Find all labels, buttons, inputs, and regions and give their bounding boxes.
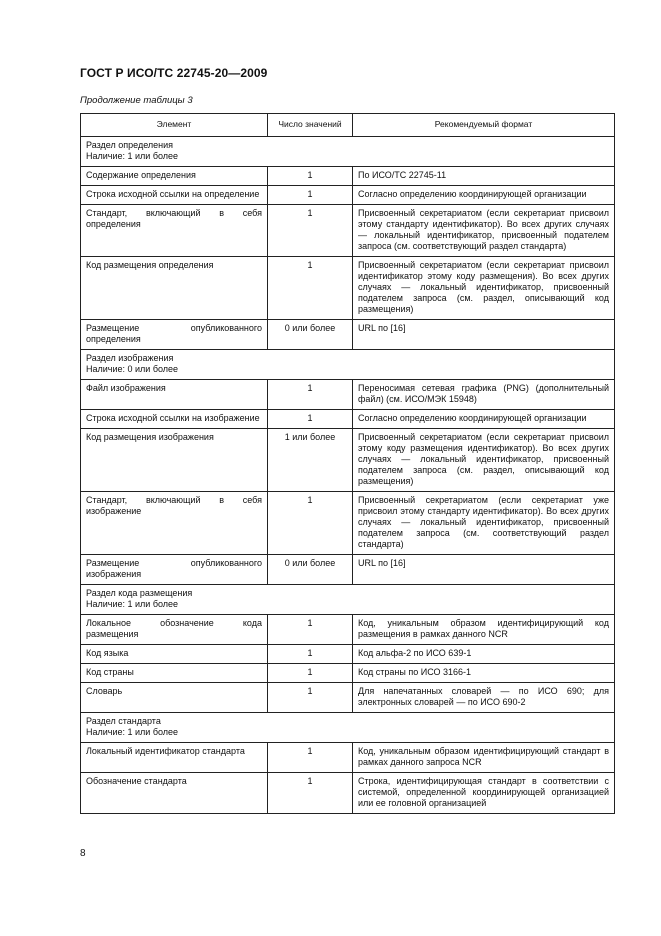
element-cell: Код размещения определения <box>81 257 268 320</box>
section-row <box>81 137 615 167</box>
count-cell: 1 <box>268 186 353 205</box>
table-header-row <box>81 114 615 137</box>
element-cell: Словарь <box>81 683 268 713</box>
table-row <box>81 645 615 664</box>
table-caption: Продолжение таблицы 3 <box>80 95 193 106</box>
section-row <box>81 350 615 380</box>
column-header-element: Элемент <box>81 114 268 137</box>
table-row <box>81 429 615 492</box>
element-cell: Код языка <box>81 645 268 664</box>
count-cell: 1 <box>268 645 353 664</box>
table-row <box>81 743 615 773</box>
count-cell: 1 <box>268 167 353 186</box>
table-row <box>81 683 615 713</box>
count-cell: 1 <box>268 380 353 410</box>
section-header <box>81 585 615 615</box>
element-cell: Размещение опубликованного определения <box>81 320 268 350</box>
format-cell: Для напечатанных словарей — по ИСО 690; для электронных словарей — по ИСО 690-2 <box>353 683 615 713</box>
format-cell: По ИСО/ТС 22745-11 <box>353 167 615 186</box>
table-row <box>81 615 615 645</box>
section-occurrence: Наличие: 1 или более <box>86 599 179 609</box>
table-row <box>81 205 615 257</box>
count-cell: 1 или более <box>268 429 353 492</box>
count-cell: 1 <box>268 743 353 773</box>
format-cell: URL по [16] <box>353 320 615 350</box>
table-row <box>81 380 615 410</box>
count-cell: 1 <box>268 773 353 814</box>
section-header <box>81 713 615 743</box>
element-cell: Стандарт, включающий в себя определения <box>81 205 268 257</box>
element-cell: Локальный идентификатор стандарта <box>81 743 268 773</box>
count-cell: 0 или более <box>268 555 353 585</box>
section-row <box>81 713 615 743</box>
element-cell: Строка исходной ссылки на определение <box>81 186 268 205</box>
table-row <box>81 186 615 205</box>
format-cell: Код, уникальным образом идентифицирующий код размещения в рамках данного NCR <box>353 615 615 645</box>
section-header <box>81 137 615 167</box>
element-cell: Код страны <box>81 664 268 683</box>
format-cell: Код, уникальным образом идентифицирующий стандарт в рамках данного запроса NCR <box>353 743 615 773</box>
format-cell: Переносимая сетевая графика (PNG) (дополнительный файл) (см. ИСО/МЭК 15948) <box>353 380 615 410</box>
format-cell: Код страны по ИСО 3166-1 <box>353 664 615 683</box>
table-row <box>81 492 615 555</box>
section-occurrence: Наличие: 0 или более <box>86 364 179 374</box>
element-cell: Содержание определения <box>81 167 268 186</box>
count-cell: 1 <box>268 615 353 645</box>
format-cell: Согласно определению координирующей организации <box>353 186 615 205</box>
format-cell: URL по [16] <box>353 555 615 585</box>
table-row <box>81 555 615 585</box>
table-row <box>81 320 615 350</box>
table-row <box>81 167 615 186</box>
table-row <box>81 664 615 683</box>
page-number: 8 <box>80 848 86 859</box>
format-cell: Присвоенный секретариатом (если секретариат присвоил этому стандарту идентификатор). Во всех других случаях — локальный идентификатор, присвоенный подателем запроса (см. соответствующий раздел стандарта) <box>353 205 615 257</box>
column-header-count: Число значений <box>268 114 353 137</box>
element-cell: Обозначение стандарта <box>81 773 268 814</box>
section-title: Раздел изображения <box>86 353 174 363</box>
section-occurrence: Наличие: 1 или более <box>86 151 179 161</box>
section-occurrence: Наличие: 1 или более <box>86 727 179 737</box>
element-cell: Код размещения изображения <box>81 429 268 492</box>
document-title: ГОСТ Р ИСО/ТС 22745-20—2009 <box>80 66 268 80</box>
count-cell: 0 или более <box>268 320 353 350</box>
format-cell: Код альфа-2 по ИСО 639-1 <box>353 645 615 664</box>
element-cell: Размещение опубликованного изображения <box>81 555 268 585</box>
format-cell: Согласно определению координирующей организации <box>353 410 615 429</box>
element-cell: Строка исходной ссылки на изображение <box>81 410 268 429</box>
section-title: Раздел кода размещения <box>86 588 193 598</box>
element-cell: Файл изображения <box>81 380 268 410</box>
count-cell: 1 <box>268 205 353 257</box>
format-cell: Присвоенный секретариатом (если секретариат уже присвоил этому стандарту идентификатор). Во всех других случаях — локальный идентификатор, присвоенный подателем запроса (см. соответствующий раздел стандарта) <box>353 492 615 555</box>
count-cell: 1 <box>268 664 353 683</box>
element-cell: Стандарт, включающий в себя изображение <box>81 492 268 555</box>
table-row <box>81 410 615 429</box>
count-cell: 1 <box>268 410 353 429</box>
requirements-table <box>80 113 615 814</box>
format-cell: Присвоенный секретариатом (если секретариат присвоил этому коду размещения идентификатор). Во всех других случаях — локальный идентификатор, присвоенный подателем запроса (см. раздел, описывающий код размещения) <box>353 429 615 492</box>
table-row <box>81 257 615 320</box>
table-body <box>81 137 615 814</box>
element-cell: Локальное обозначение кода размещения <box>81 615 268 645</box>
section-header <box>81 350 615 380</box>
count-cell: 1 <box>268 257 353 320</box>
column-header-format: Рекомендуемый формат <box>353 114 615 137</box>
table-row <box>81 773 615 814</box>
count-cell: 1 <box>268 683 353 713</box>
section-row <box>81 585 615 615</box>
section-title: Раздел стандарта <box>86 716 161 726</box>
format-cell: Присвоенный секретариатом (если секретариат присвоил идентификатор этому коду размещения). Во всех других случаях — локальный идентификатор, присвоенный подателем запроса (см. раздел, описывающий код размещения) <box>353 257 615 320</box>
section-title: Раздел определения <box>86 140 174 150</box>
format-cell: Строка, идентифицирующая стандарт в соответствии с системой, определенной координирующей организацией или ее головной организацией <box>353 773 615 814</box>
count-cell: 1 <box>268 492 353 555</box>
